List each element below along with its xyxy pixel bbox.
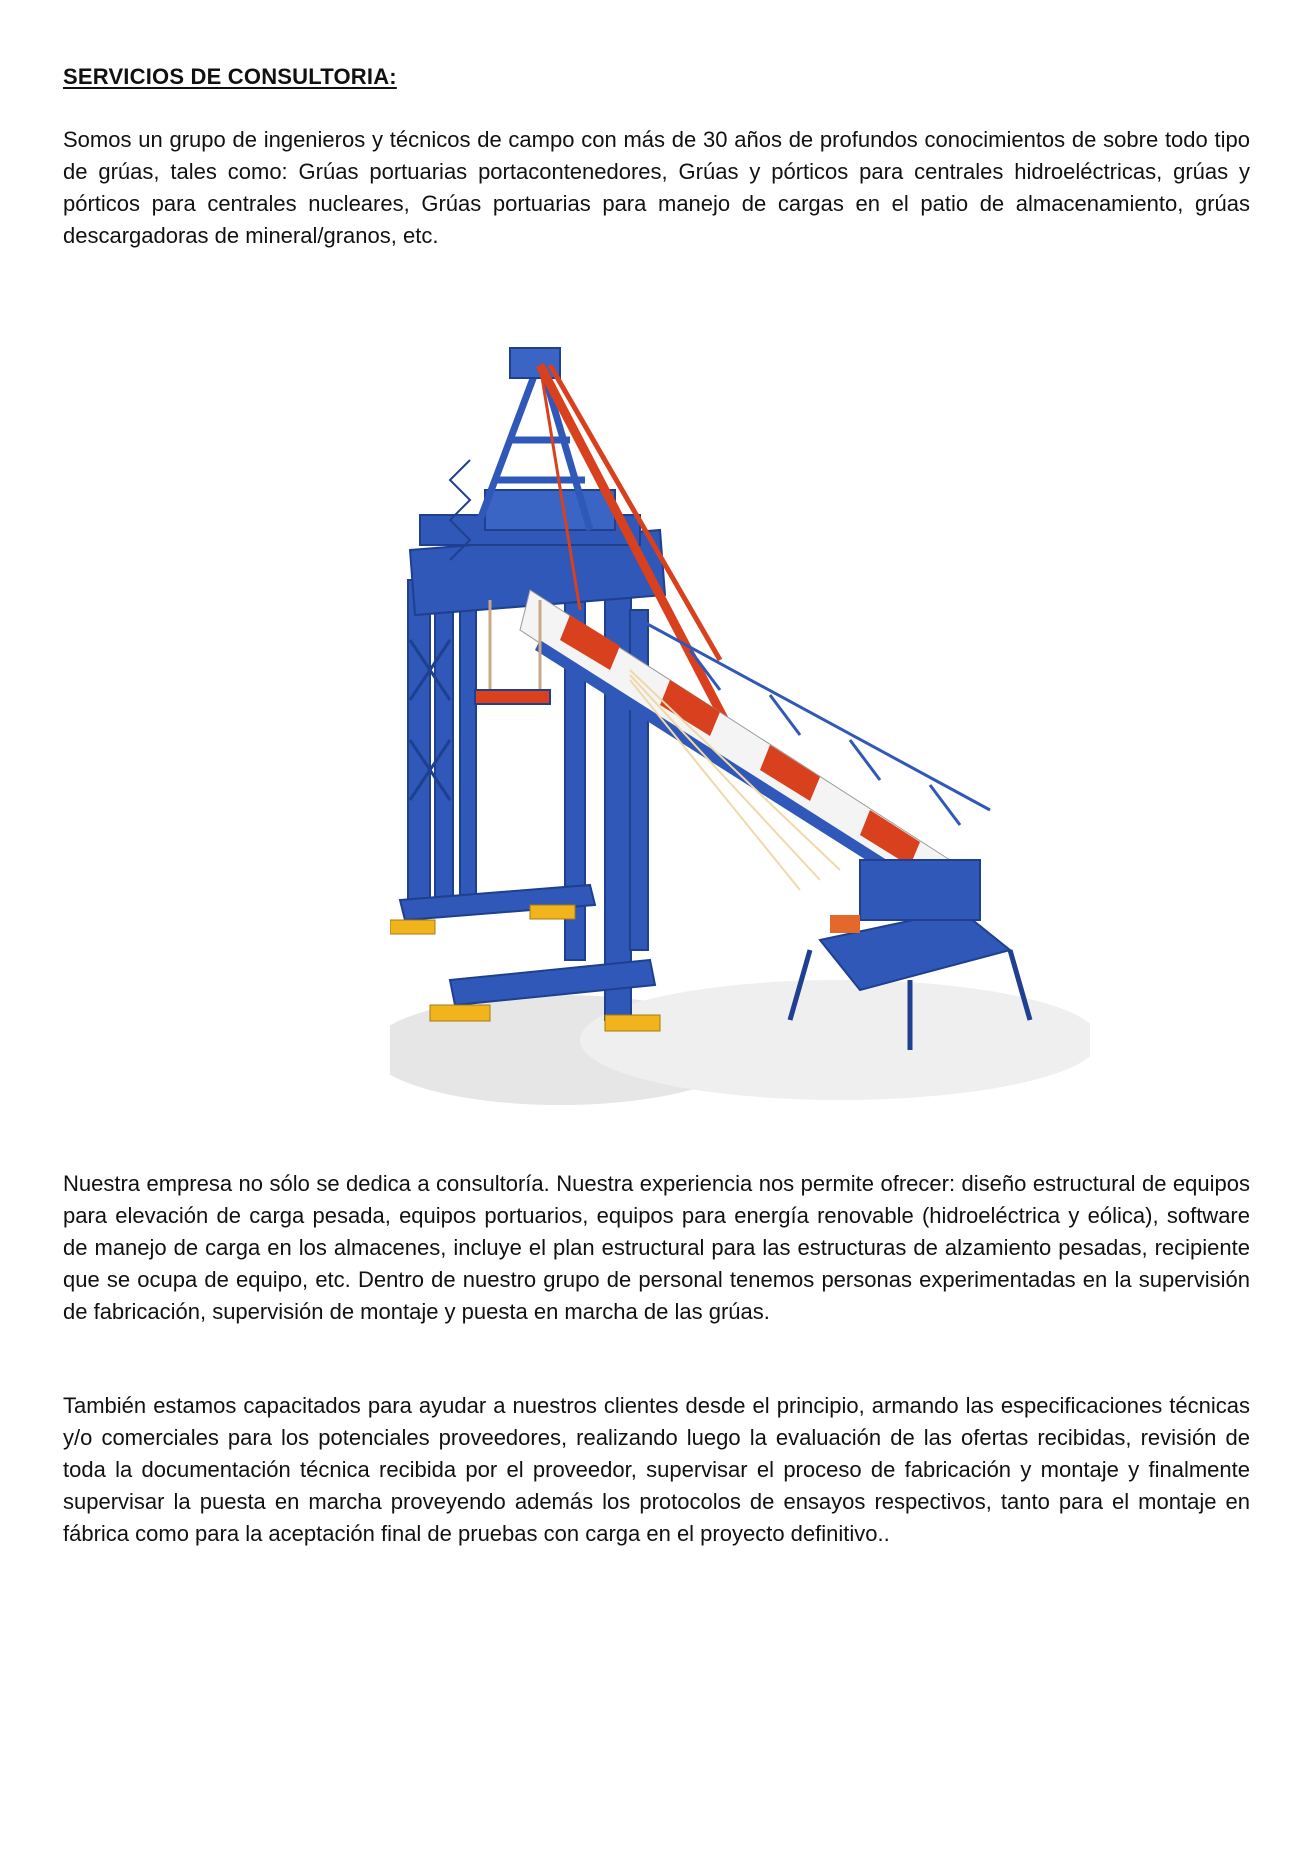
gantry-frame [400,515,665,1020]
crane-figure [390,340,1090,1120]
spreader [475,600,550,704]
section-heading: SERVICIOS DE CONSULTORIA: [63,64,397,89]
paragraph-services: Nuestra empresa no sólo se dedica a consultoría. Nuestra experiencia nos permite ofrecer: diseño estructural de equipos para elevación de carga pesada, equipos portuarios, equipos para energía renovable (hidroeléctrica y eólica), software de manejo de carga en los almacenes, incluye el plan estructural para las estructuras de alzamiento pesadas, recipiente que se ocupa de equipo, etc. Dentro de nuestro grupo de personal tenemos personas experimentadas en la supervisión de fabricación, supervisión de montaje y puesta en marcha de las grúas. [63,1171,1250,1324]
machinery-house [485,490,615,530]
paragraph-intro: Somos un grupo de ingenieros y técnicos de campo con más de 30 años de profundos conocimientos de sobre todo tipo de grúas, tales como: Grúas portuarias portacontenedores, Grúas y pórticos para centrales hidroeléctricas, grúas y pórticos para centrales nucleares, Grúas portuarias para manejo de cargas en el patio de almacenamiento, grúas descargadoras de mineral/granos, etc. [63,127,1250,248]
container-crane-illustration [390,340,1090,1120]
paragraph-support: También estamos capacitados para ayudar a nuestros clientes desde el principio, armando las especificaciones técnicas y/o comerciales para los potenciales proveedores, realizando luego la evaluación de las ofertas recibidas, revisión de toda la documentación técnica recibida por el proveedor, supervisar el proceso de fabricación y montaje y finalmente supervisar la puesta en marcha proveyendo además los protocolos de ensayos respectivos, tanto para el montaje en fábrica como para la aceptación final de pruebas con carga en el proyecto definitivo.. [63,1393,1250,1546]
